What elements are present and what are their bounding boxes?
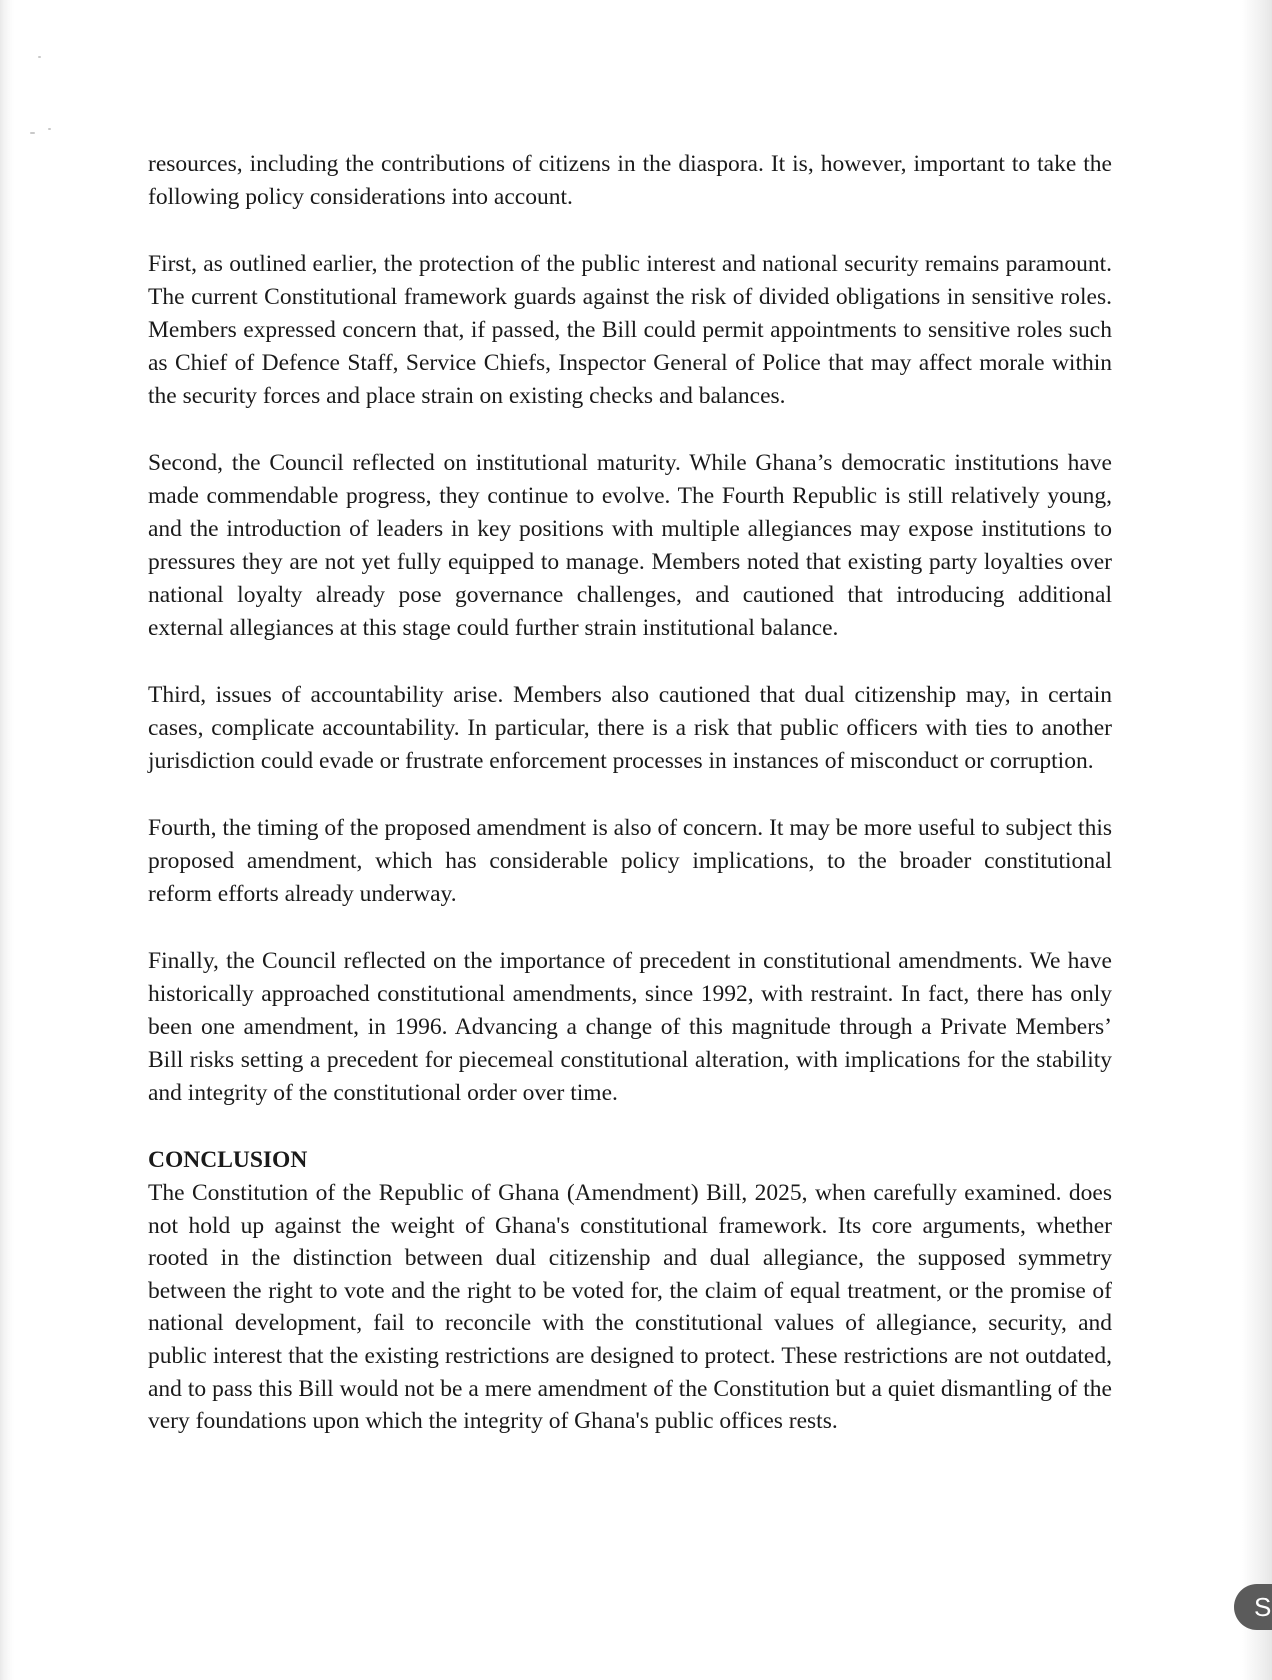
scan-right-edge xyxy=(1242,0,1272,1680)
paragraph-final-consideration: Finally, the Council reflected on the importance of precedent in constitutional amendments. We have historically approached constitutional amendments, since 1992, with restraint. In fact, there has only been one amendment, in 1996. Advancing a change of this magnitude through a Private Members’ Bill risks setting a precedent for piecemeal constitutional alteration, with implications for the stability and integrity of the constitutional order over time. xyxy=(148,948,1112,1106)
paragraph-policy-intro: resources, including the contributions of citizens in the diaspora. It is, however, important to take the following policy considerations into account. xyxy=(148,151,1112,210)
paragraph-fourth-consideration: Fourth, the timing of the proposed amendment is also of concern. It may be more useful to subject this proposed amendment, which has considerable policy implications, to the broader constitutional reform efforts already underway. xyxy=(148,815,1112,907)
paragraph-second-consideration: Second, the Council reflected on institutional maturity. While Ghana’s democratic institutions have made commendable progress, they continue to evolve. The Fourth Republic is still relatively young, and the introduction of leaders in key positions with multiple allegiances may expose institutions to pressures they are not yet fully equipped to manage. Members noted that existing party loyalties over national loyalty already pose governance challenges, and cautioned that introducing additional external allegiances at this stage could further strain institutional balance. xyxy=(148,450,1112,641)
scan-speck xyxy=(30,132,35,134)
side-tab-button[interactable]: S xyxy=(1234,1584,1272,1630)
paragraph-first-consideration: First, as outlined earlier, the protection of the public interest and national security remains paramount. The current Constitutional framework guards against the risk of divided obligations in sensitive roles. Members expressed concern that, if passed, the Bill could permit appointments to sensitive roles such as Chief of Defence Staff, Service Chiefs, Inspector General of Police that may affect morale within the security forces and place strain on existing checks and balances. xyxy=(148,251,1112,409)
scan-speck xyxy=(38,56,41,58)
document-page xyxy=(148,148,1112,1438)
conclusion-heading: CONCLUSION xyxy=(148,1147,308,1173)
conclusion-paragraph: The Constitution of the Republic of Ghana (Amendment) Bill, 2025, when carefully examined. does not hold up against the weight of Ghana's constitutional framework. Its core arguments, whether rooted in the distinction between dual citizenship and dual allegiance, the supposed symmetry between the right to vote and the right to be voted for, the claim of equal treatment, or the promise of national development, fail to reconcile with the constitutional values of allegiance, security, and public interest that the existing restrictions are designed to protect. These restrictions are not outdated, and to pass this Bill would not be a mere amendment of the Constitution but a quiet dismantling of the very foundations upon which the integrity of Ghana's public offices rests. xyxy=(148,1180,1112,1435)
scan-speck xyxy=(48,128,51,130)
scan-left-edge xyxy=(0,0,14,1680)
paragraph-third-consideration: Third, issues of accountability arise. Members also cautioned that dual citizenship may, in certain cases, complicate accountability. In particular, there is a risk that public officers with ties to another jurisdiction could evade or frustrate enforcement processes in instances of misconduct or corruption. xyxy=(148,682,1112,774)
